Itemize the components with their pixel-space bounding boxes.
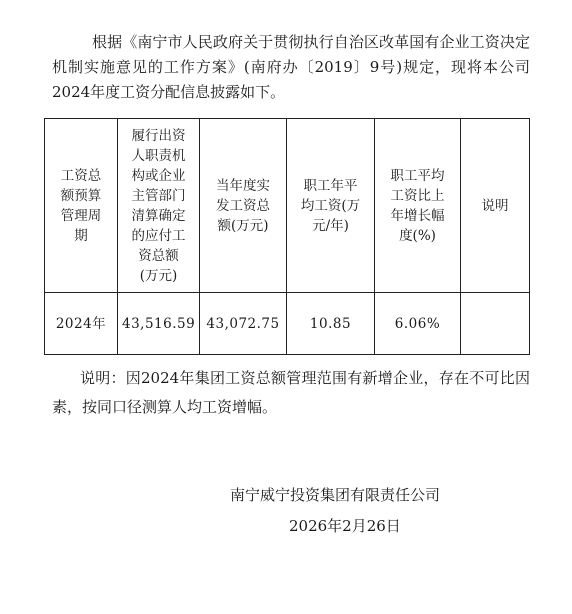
cell-avg-wage: 10.85 — [287, 293, 375, 355]
header-remark — [461, 119, 530, 293]
header-payable-total — [118, 119, 200, 293]
header-remark-label: 说明 — [481, 197, 509, 214]
cell-period: 2024年 — [45, 293, 118, 355]
header-actual-total — [200, 119, 287, 293]
header-avg-wage-label: 职工年平均工资(万元/年) — [300, 177, 361, 234]
cell-remark — [461, 293, 530, 355]
header-payable-total-label: 履行出资人职责机构或企业主管部门清算确定的应付工资总额(万元) — [131, 127, 186, 284]
company-signature: 南宁威宁投资集团有限责任公司 — [230, 486, 441, 504]
cell-growth: 6.06% — [375, 293, 461, 355]
header-growth-label: 职工平均工资比上年增长幅度(%) — [390, 167, 445, 244]
header-growth — [375, 119, 461, 293]
note-paragraph: 说明：因2024年集团工资总额管理范围有新增企业，存在不可比因素，按同口径测算人均工资增幅。 — [52, 369, 530, 416]
header-actual-total-label: 当年度实发工资总额(万元) — [216, 177, 270, 234]
table-header-row — [45, 119, 530, 293]
wage-disclosure-table — [44, 118, 530, 355]
header-avg-wage — [287, 119, 375, 293]
cell-actual-total: 43,072.75 — [200, 293, 287, 355]
header-budget-period-label: 工资总额预算管理周期 — [60, 167, 102, 244]
intro-paragraph: 根据《南宁市人民政府关于贯彻执行自治区改革国有企业工资决定机制实施意见的工作方案》(南府办〔2019〕9号)规定，现将本公司2024年度工资分配信息披露如下。 — [52, 33, 530, 101]
table-row — [45, 293, 530, 355]
cell-payable-total: 43,516.59 — [118, 293, 200, 355]
signature-date: 2026年2月26日 — [289, 517, 401, 535]
header-budget-period — [45, 119, 118, 293]
